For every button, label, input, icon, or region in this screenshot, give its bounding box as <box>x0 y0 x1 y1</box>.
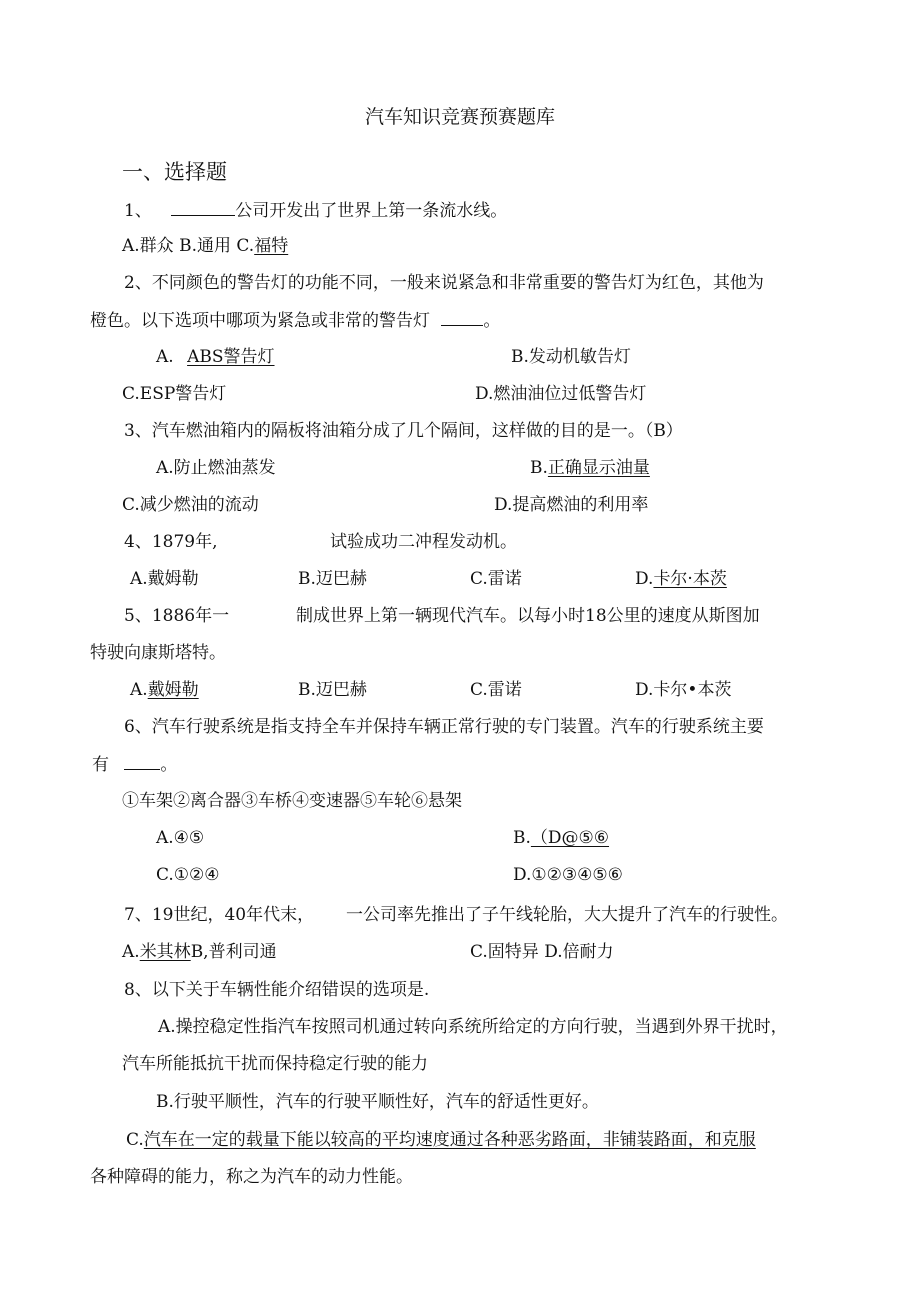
q3-option-a: A.防止燃油蒸发 <box>156 458 276 478</box>
q1-correct-option: 福特 <box>254 236 289 256</box>
q1-options <box>122 235 288 257</box>
q7-option-a-answer: 米其林 <box>139 942 191 962</box>
q2-option-c: C.ESP警告灯 <box>122 384 227 404</box>
q8-option-c-answer: 汽车在一定的载量下能以较高的平均速度通过各种恶劣路面，非铺装路面，和克服 <box>143 1130 756 1150</box>
q3-option-c: C.减少燃油的流动 <box>122 495 259 515</box>
answer-blank <box>441 309 483 326</box>
q7-option-a-prefix: A. <box>122 942 140 962</box>
q2-line-1: 2、不同颜色的警告灯的功能不同，一般来说紧急和非常重要的警告灯为红色，其他为 <box>124 273 764 293</box>
q3-option-d: D.提高燃油的利用率 <box>494 495 649 515</box>
q3-option-b <box>530 457 650 479</box>
q5-option-d: D.卡尔•本茨 <box>635 680 732 700</box>
q5-option-a-prefix: A. <box>130 680 148 700</box>
answer-blank <box>171 199 235 216</box>
q4-text-part-1: 4、1879年, <box>124 532 218 552</box>
q6-option-b-prefix: B. <box>513 828 531 848</box>
q5-option-c: C.雷诺 <box>470 680 522 700</box>
question-3: 3、汽车燃油箱内的隔板将油箱分成了几个隔间，这样做的目的是一。（B） <box>124 421 683 441</box>
q6-option-d: D.①②③④⑤⑥ <box>513 865 623 885</box>
q7-text-part-1: 7、19世纪，40年代末， <box>124 905 315 925</box>
q5-text-part-2: 制成世界上第一辆现代汽车。以每小时18公里的速度从斯图加 <box>296 606 760 626</box>
answer-blank <box>124 753 160 770</box>
q3-option-b-prefix: B. <box>530 458 548 478</box>
section-heading: 一、选择题 <box>122 160 227 184</box>
q6-line-2-end: 。 <box>160 755 178 775</box>
q3-option-b-answer: 正确显示油量 <box>547 458 650 478</box>
q6-items: ①车架②离合器③车桥④变速器⑤车轮⑥悬架 <box>122 791 462 811</box>
q6-line-2 <box>92 753 177 776</box>
q8-option-c-line-1 <box>126 1129 756 1151</box>
q4-option-a: A.戴姆勒 <box>130 569 199 589</box>
q8-option-a-line-1: A.操控稳定性指汽车按照司机通过转向系统所给定的方向行驶，当遇到外界干扰时， <box>158 1017 788 1037</box>
q4-option-d <box>635 568 727 590</box>
q2-line-2-end: 。 <box>483 311 501 331</box>
q6-option-a: A.④⑤ <box>156 828 205 848</box>
q8-option-c-prefix: C. <box>126 1130 144 1150</box>
q4-option-c: C.雷诺 <box>470 569 522 589</box>
q5-line-2: 特驶向康斯塔特。 <box>90 643 226 663</box>
q6-line-2-prefix: 有 <box>92 755 109 775</box>
q5-option-b: B.迈巴赫 <box>298 680 367 700</box>
q5-option-a <box>130 679 199 701</box>
q2-option-a <box>156 346 275 368</box>
q7-options-cd: C.固特异 D.倍耐力 <box>470 942 614 962</box>
q6-option-b-answer: （D@⑤⑥ <box>530 828 610 848</box>
q5-option-a-answer: 戴姆勒 <box>147 680 199 700</box>
q4-option-d-answer: 卡尔·本茨 <box>653 569 727 589</box>
q1-number: 1、 <box>124 201 152 221</box>
q2-option-b: B.发动机敏告灯 <box>511 347 631 367</box>
q1-text: 公司开发出了世界上第一条流水线。 <box>235 201 508 221</box>
q7-options-ab <box>122 941 277 963</box>
q6-option-c: C.①②④ <box>156 865 220 885</box>
q8-option-b: B.行驶平顺性，汽车的行驶平顺性好，汽车的舒适性更好。 <box>156 1092 599 1112</box>
q6-option-b <box>513 827 609 849</box>
q7-option-b: B,普利司通 <box>190 942 277 962</box>
q2-option-a-prefix: A. <box>156 347 174 367</box>
q4-option-b: B.迈巴赫 <box>298 569 367 589</box>
q2-line-2 <box>90 309 500 332</box>
q7-text-part-2: 一公司率先推出了子午线轮胎，大大提升了汽车的行驶性。 <box>346 905 788 925</box>
document-title: 汽车知识竞赛预赛题库 <box>364 106 555 128</box>
q5-text-part-1: 5、1886年一 <box>124 606 230 626</box>
q2-option-d: D.燃油油位过低警告灯 <box>475 384 647 404</box>
q4-option-d-prefix: D. <box>635 569 654 589</box>
q1-options-text: A.群众 B.通用 C. <box>122 236 255 256</box>
q6-line-1: 6、汽车行驶系统是指支持全车并保持车辆正常行驶的专门装置。汽车的行驶系统主要 <box>124 717 764 737</box>
question-8: 8、以下关于车辆性能介绍错误的选项是. <box>124 980 430 1000</box>
question-1 <box>124 199 507 222</box>
q8-option-a-line-2: 汽车所能抵抗干扰而保持稳定行驶的能力 <box>122 1054 428 1074</box>
q2-line-2-text: 橙色。以下选项中哪项为紧急或非常的警告灯 <box>90 311 430 331</box>
q8-option-c-line-2: 各种障碍的能力，称之为汽车的动力性能。 <box>90 1167 413 1187</box>
q4-text-part-2: 试验成功二冲程发动机。 <box>330 532 517 552</box>
q2-option-a-answer: ABS警告灯 <box>187 347 275 367</box>
